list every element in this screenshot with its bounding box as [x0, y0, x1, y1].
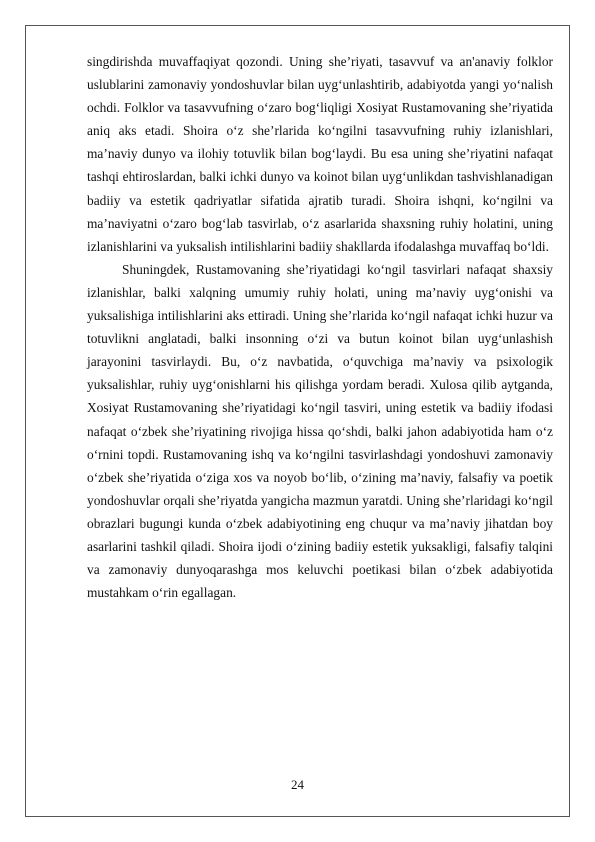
- paragraph-conclusion: Shuningdek, Rustamovaning she’riyatidagi ko‘ngil tasvirlari nafaqat shaxsiy izlanishlar, balki xalqning umumiy ruhiy holati, uning ma’naviy uyg‘onishi va yuksalishiga intilishlarini aks ettiradi. Uning she’rlarida ko‘ngil nafaqat ichki huzur va totuvlikni anglatadi, balki insonning o‘zi va butun koinot bilan uyg‘unlashish jarayonini tasvirlaydi. Bu, o‘z navbatida, o‘quvchiga ma’naviy va psixologik yuksalishlar, ruhiy uyg‘onishlarni his qilishga yordam beradi. Xulosa qilib aytganda, Xosiyat Rustamovaning she’riyatidagi ko‘ngil tasviri, uning estetik va badiiy ifodasi nafaqat o‘zbek she’riyatining rivojiga hissa qo‘shdi, balki jahon adabiyotida ham o‘z o‘rnini topdi. Rustamovaning ishq va ko‘ngilni tasvirlashdagi yondoshuvi zamonaviy o‘zbek she’riyatida o‘ziga xos va noyob bo‘lib, o‘zining ma’naviy, falsafiy va poetik yondoshuvlar orqali she’riyatda yangicha mazmun yaratdi. Uning she’rlaridagi ko‘ngil obrazlari bugungi kunda o‘zbek adabiyotining eng chuqur va ma’naviy jihatdan boy asarlarini tashkil qiladi. Shoira ijodi o‘zining badiiy estetik yuksakligi, falsafiy talqini va zamonaviy dunyoqarashga mos keluvchi poetikasi bilan o‘zbek adabiyotida mustahkam o‘rin egallagan.: [87, 261, 553, 601]
- paragraph-continuation: singdirishda muvaffaqiyat qozondi. Uning she’riyati, tasavvuf va an'anaviy folklor uslublarini zamonaviy yondoshuvlar bilan uyg‘unlashtirib, adabiyotda yangi yo‘nalish ochdi. Folklor va tasavvufning o‘zaro bog‘liqligi Xosiyat Rustamovaning she’riyatida aniq aks etadi. Shoira o‘z she’rlarida ko‘ngilni tasavvufning ruhiy izlanishlari, ma’naviy dunyo va ilohiy totuvlik bilan bog‘laydi. Bu esa uning she’riyatini nafaqat tashqi ehtiroslardan, balki ichki dunyo va koinot bilan uyg‘unlikdan tashvishlanadigan badiiy va estetik qadriyatlar sifatida ajratib turadi. Shoira ishqni, ko‘ngilni va ma’naviyatni o‘zaro bog‘lab tasvirlab, o‘z asarlarida shaxsning ruhiy holatini, uning izlanishlarini va yuksalish intilishlarini badiiy shakllarda ifodalashga muvaffaq bo‘ldi.: [87, 54, 553, 254]
- body-text: [87, 50, 553, 604]
- page-number: 24: [291, 777, 304, 792]
